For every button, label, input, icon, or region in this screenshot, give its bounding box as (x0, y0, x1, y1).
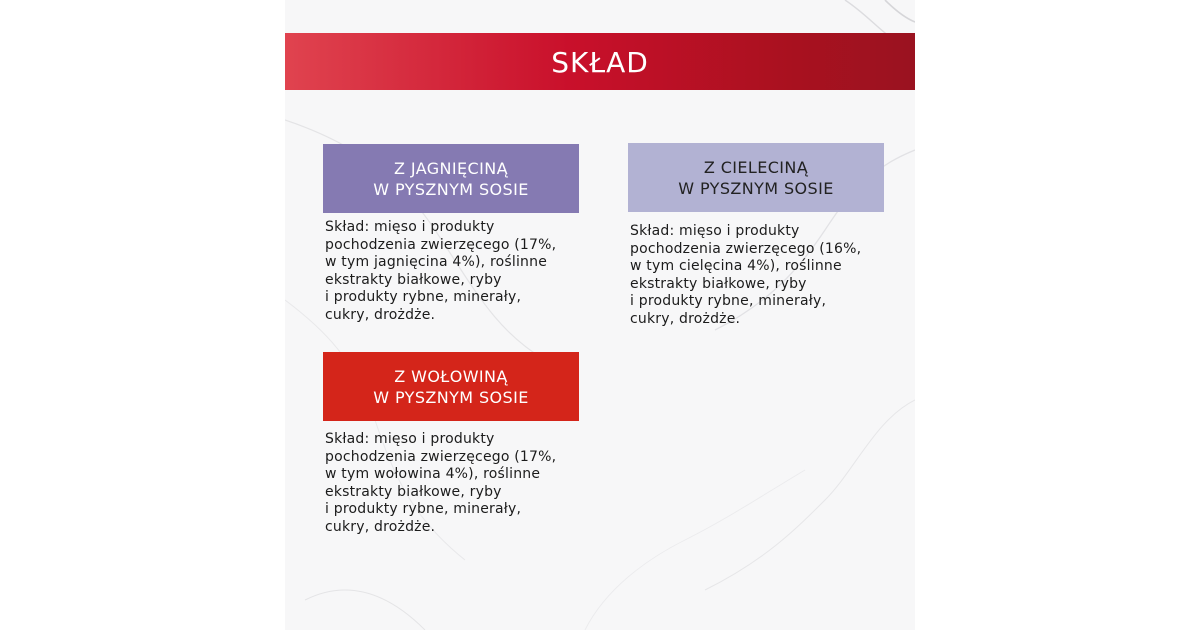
description-line: Skład: mięso i produkty (630, 223, 800, 239)
description-line: Skład: mięso i produkty (325, 219, 495, 235)
label-beef-line1: Z WOŁOWINĄ (394, 366, 508, 386)
description-line: Skład: mięso i produkty (325, 431, 495, 447)
composition-panel (285, 0, 915, 630)
description-line: ekstrakty białkowe, ryby (325, 271, 502, 288)
label-beef-line2: W PYSZNYM SOSIE (373, 387, 529, 407)
description-line: i produkty rybne, minerały, (630, 293, 827, 309)
description-line: i produkty rybne, minerały, (325, 501, 522, 517)
description-line: ekstrakty białkowe, ryby (325, 483, 502, 500)
description-line: cukry, drożdże. (325, 306, 436, 323)
description-line: w tym cielęcina 4%), roślinne (630, 258, 842, 274)
description-line: cukry, drożdże. (630, 310, 741, 327)
description-line: pochodzenia zwierzęcego (16%, (630, 240, 862, 257)
label-veal (628, 143, 884, 212)
description-lamb (325, 219, 600, 324)
description-line: pochodzenia zwierzęcego (17%, (325, 448, 557, 465)
label-lamb (323, 144, 579, 213)
description-beef (325, 431, 600, 536)
page-title: SKŁAD (551, 46, 649, 79)
description-line: ekstrakty białkowe, ryby (630, 275, 807, 292)
label-beef (323, 352, 579, 421)
description-line: cukry, drożdże. (325, 518, 436, 535)
description-line: pochodzenia zwierzęcego (17%, (325, 236, 557, 253)
label-lamb-line1: Z JAGNIĘCINĄ (394, 158, 508, 178)
description-line: i produkty rybne, minerały, (325, 289, 522, 305)
description-line: w tym jagnięcina 4%), roślinne (325, 254, 548, 270)
description-veal (630, 223, 905, 328)
label-veal-line1: Z CIELECINĄ (703, 157, 809, 177)
header-banner (285, 33, 915, 90)
label-lamb-line2: W PYSZNYM SOSIE (373, 179, 529, 199)
description-line: w tym wołowina 4%), roślinne (325, 466, 541, 482)
label-veal-line2: W PYSZNYM SOSIE (678, 178, 834, 198)
